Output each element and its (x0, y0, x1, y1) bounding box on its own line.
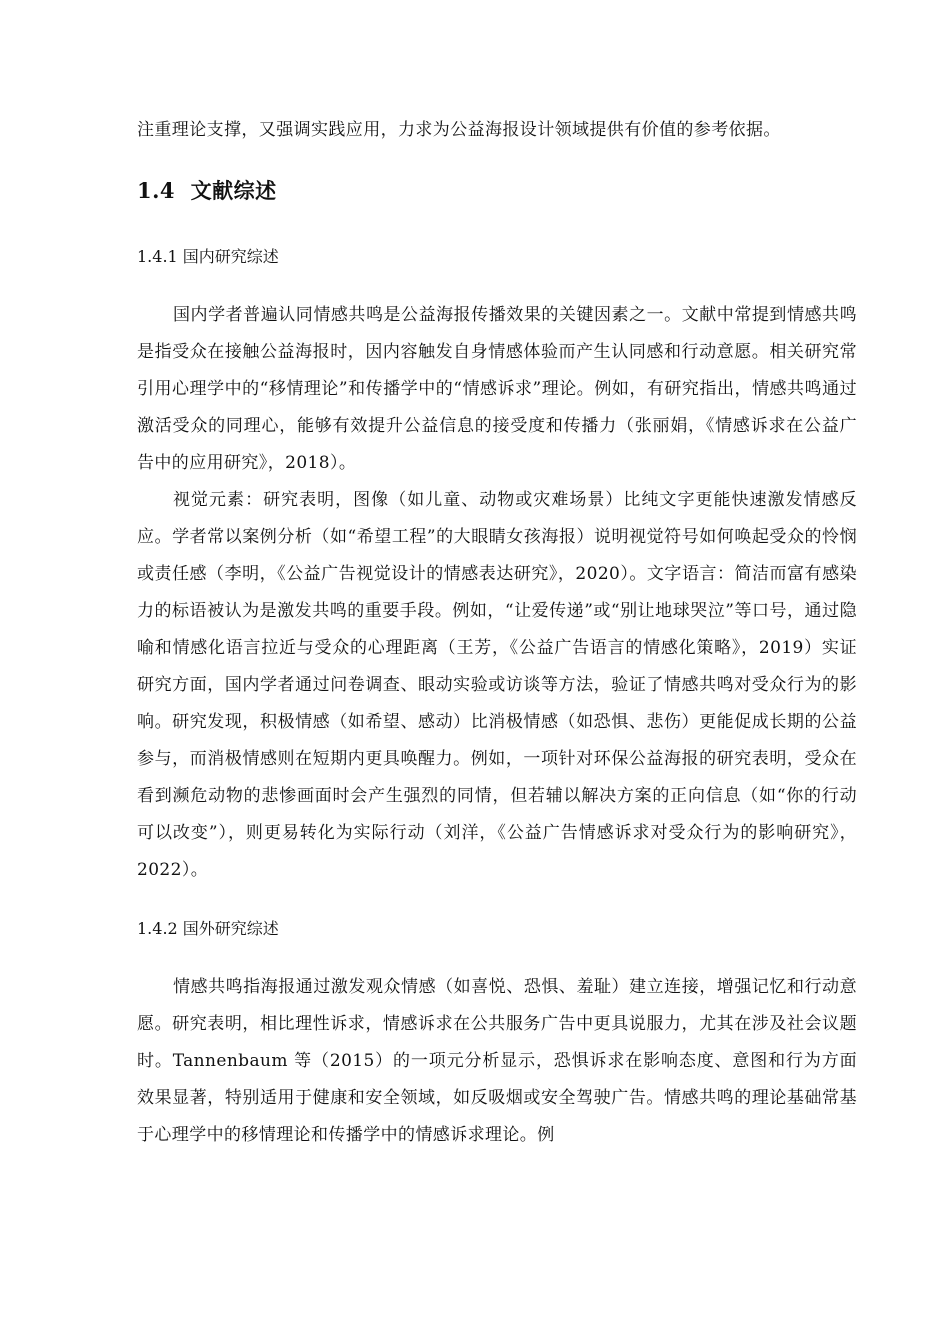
intro-paragraph-tail: 注重理论支撑，又强调实践应用，力求为公益海报设计领域提供有价值的参考依据。 (137, 120, 781, 140)
foreign-paragraph-1: 情感共鸣指海报通过激发观众情感（如喜悦、恐惧、羞耻）建立连接，增强记忆和行动意愿。研究表明，相比理性诉求，情感诉求在公共服务广告中更具说服力，尤其在涉及社会议题时。Tannenbaum 等（2015）的一项元分析显示，恐惧诉求在影响态度、意图和行为方面效果显著，特别适用于健康和安全领域，如反吸烟或安全驾驶广告。情感共鸣的理论基础常基于心理学中的移情理论和传播学中的情感诉求理论。例 (137, 977, 857, 1145)
section-title: 文献综述 (190, 178, 277, 203)
domestic-paragraph-1: 国内学者普遍认同情感共鸣是公益海报传播效果的关键因素之一。文献中常提到情感共鸣是指受众在接触公益海报时，因内容触发自身情感体验而产生认同感和行动意愿。相关研究常引用心理学中的“移情理论”和传播学中的“情感诉求”理论。例如，有研究指出，情感共鸣通过激活受众的同理心，能够有效提升公益信息的接受度和传播力（张丽娟，《情感诉求在公益广告中的应用研究》，2018）。 (137, 305, 857, 473)
page-content (137, 112, 857, 1154)
section-number: 1.4 (137, 178, 176, 203)
section-heading (137, 171, 857, 211)
subsection-heading-domestic: 1.4.1 国内研究综述 (137, 247, 279, 266)
subsection-heading-foreign: 1.4.2 国外研究综述 (137, 919, 279, 938)
domestic-paragraph-2: 视觉元素：研究表明，图像（如儿童、动物或灾难场景）比纯文字更能快速激发情感反应。学者常以案例分析（如“希望工程”的大眼睛女孩海报）说明视觉符号如何唤起受众的怜悯或责任感（李明，《公益广告视觉设计的情感表达研究》，2020）。文字语言：简洁而富有感染力的标语被认为是激发共鸣的重要手段。例如，“让爱传递”或“别让地球哭泣”等口号，通过隐喻和情感化语言拉近与受众的心理距离（王芳，《公益广告语言的情感化策略》，2019）实证研究方面，国内学者通过问卷调查、眼动实验或访谈等方法，验证了情感共鸣对受众行为的影响。研究发现，积极情感（如希望、感动）比消极情感（如恐惧、悲伤）更能促成长期的公益参与，而消极情感则在短期内更具唤醒力。例如，一项针对环保公益海报的研究表明，受众在看到濒危动物的悲惨画面时会产生强烈的同情，但若辅以解决方案的正向信息（如“你的行动可以改变”），则更易转化为实际行动（刘洋，《公益广告情感诉求对受众行为的影响研究》，2022）。 (137, 490, 857, 880)
